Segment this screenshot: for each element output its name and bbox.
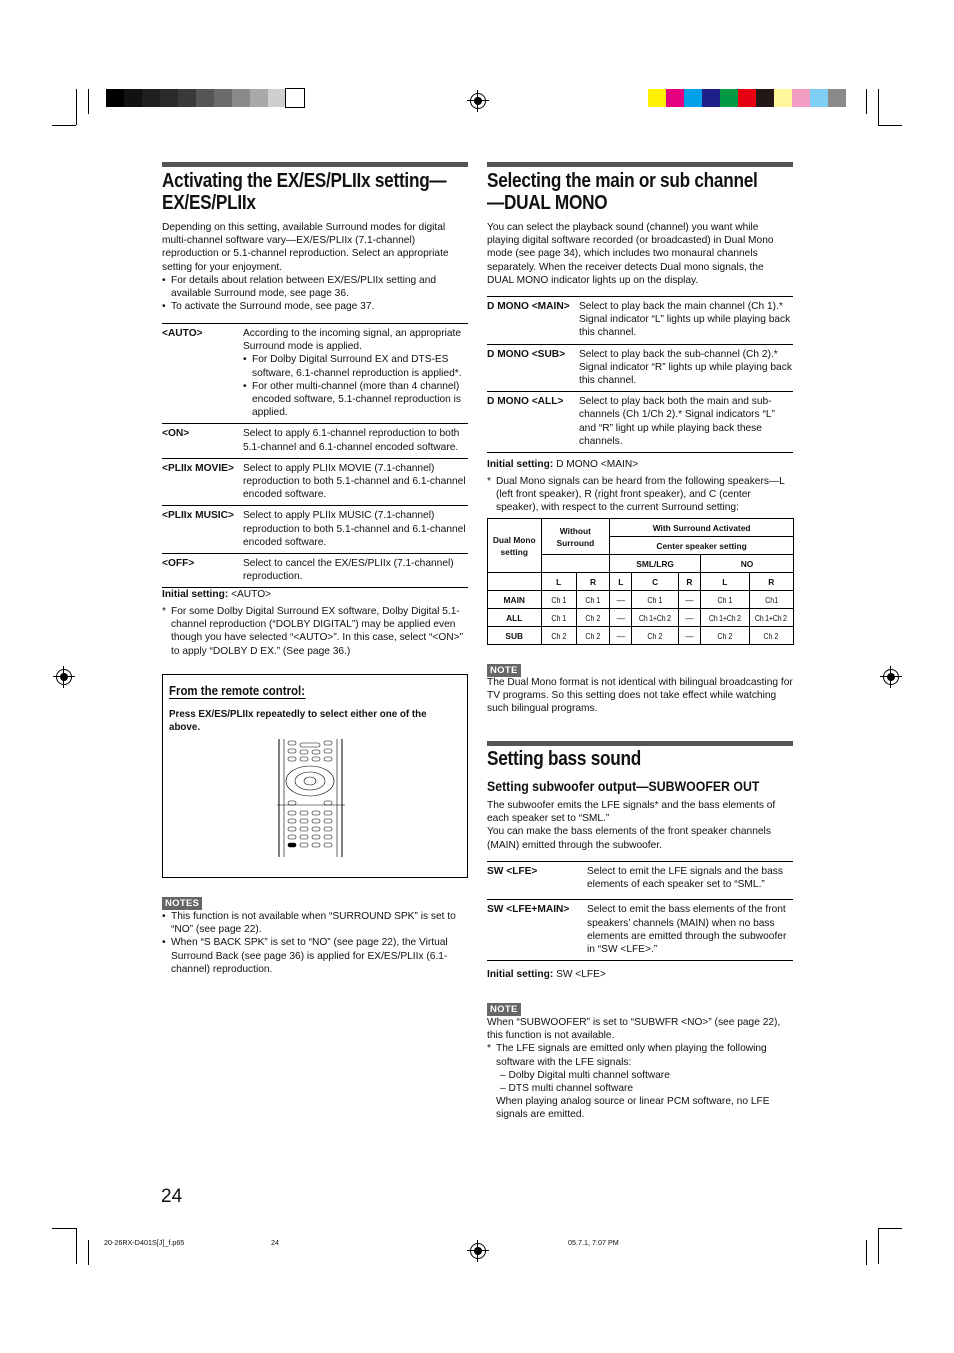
section-title-exes: Activating the EX/ES/PLIIx setting— EX/ES/PLIIx (162, 170, 447, 214)
footer-file: 20-26RX-D401S[J]_f.p65 (104, 1238, 185, 1247)
header-with-surround: With Surround Activated (610, 519, 794, 537)
notes-tag: NOTES (162, 893, 202, 911)
option-pliix-movie: <PLIIx MOVIE> Select to apply PLIIx MOVIE (7.1-channel) reproduction to both 5.1-channel and 6.1-channel encoded software. (162, 458, 468, 506)
remote-control-box (162, 674, 468, 878)
exes-intro: Depending on this setting, available Surround modes for digital multi-channel software vary—EX/ES/PLIIx (7.1-channel) reproduction or 5.1-channel reproduction. Select an appropriate setting for your enjoyment. • For details about relation between EX/ES/PLIIx setting and available Surround mode, see page 36. • To activate the Surround mode, see page 37. (162, 221, 468, 313)
bullet-item: • To activate the Surround mode, see page 37. (171, 300, 468, 313)
option-auto: <AUTO> According to the incoming signal, an appropriate Surround mode is applied. • For Dolby Digital Surround EX and DTS-ES software, 6.1-channel reproduction is applied*. • For other multi-channel (more than 4 channel) encoded software, 5.1-channel reproduction is applied. (162, 323, 468, 423)
color-swatch (648, 89, 666, 107)
dual-mono-initial-setting: Initial setting: D MONO <MAIN> (487, 459, 639, 470)
exes-options-table (162, 323, 468, 588)
registration-mark-right (883, 669, 899, 685)
header-center-speaker: Center speaker setting (610, 537, 794, 555)
option-dmono-sub: D MONO <SUB> Select to play back the sub-channel (Ch 2).* Signal indicator “R” lights up while playing back this channel. (487, 344, 793, 392)
registration-mark-top (470, 93, 486, 109)
section-title-dual-mono: Selecting the main or sub channel —DUAL MONO (487, 170, 758, 214)
dual-mono-note: The Dual Mono format is not identical with bilingual broadcasting for TV programs. So this setting does not take effect while watching such bilingual programs. (487, 677, 793, 715)
notes-list (162, 910, 468, 976)
registration-mark-left (56, 669, 72, 685)
color-swatch (828, 89, 846, 107)
remote-box-title: From the remote control: (169, 683, 306, 698)
option-pliix-music: <PLIIx MUSIC> Select to apply PLIIx MUSIC (7.1-channel) reproduction to both 5.1-channel and 6.1-channel encoded software. (162, 505, 468, 553)
section-bar (162, 162, 468, 167)
note-item: • When “S BACK SPK” is set to “NO” (see page 22), the Virtual Surround Back (see page 36) is applied for EX/ES/PLIIx (6.1-channel) reproduction. (171, 936, 468, 976)
color-swatch (756, 89, 774, 107)
color-swatch (774, 89, 792, 107)
table-row: SUB Ch 2 Ch 2 — Ch 2 — Ch 2 Ch 2 (488, 627, 794, 645)
subwoofer-options-table (487, 861, 793, 961)
dual-mono-intro: You can select the playback sound (channel) you want while playing digital software recorded (or broadcasted) in Dual Mono mode (see page 34), which includes two monaural channels separately. When the receiver detects Dual mono signals, the DUAL MONO indicator lights up on the display. (487, 222, 774, 286)
color-swatch (142, 89, 160, 107)
option-on: <ON> Select to apply 6.1-channel reproduction to both 5.1-channel and 6.1-channel encoded software. (162, 423, 468, 457)
color-swatch (684, 89, 702, 107)
color-swatch (178, 89, 196, 107)
subwoofer-note: When “SUBWOOFER” is set to “SUBWFR <NO>” (see page 22), this function is not available. * The LFE signals are emitted only when playing the following software with the LFE signals: – Dolby Digital multi channel software – DTS multi channel software When playing analog source or linear PCM software, no LFE signals are emitted. (487, 1017, 781, 1121)
exes-footnote: * For some Dolby Digital Surround EX software, Dolby Digital 5.1-channel reproduction (“DOLBY DIGITAL”) may be applied even though you have selected “<AUTO>”. In this case, select “<ON>” to apply “DOLBY D EX.” (See page 36.) (162, 606, 463, 657)
color-swatch (268, 89, 286, 107)
color-swatch (810, 89, 828, 107)
subwoofer-initial-setting: Initial setting: SW <LFE> (487, 969, 606, 980)
option-sw-lfe: SW <LFE> Select to emit the LFE signals and the bass elements of each speaker set to “SML.” (487, 861, 793, 899)
option-off: <OFF> Select to cancel the EX/ES/PLIIx (7.1-channel) reproduction. (162, 553, 468, 588)
registration-mark-bottom (470, 1243, 486, 1259)
subwoofer-intro: The subwoofer emits the LFE signals* and the bass elements of each speaker set to “SML.” You can make the bass elements of the front speaker channels (MAIN) emitted through the subwoofer. (487, 800, 776, 851)
section-bar (487, 162, 793, 167)
remote-control-illustration (276, 739, 346, 859)
dual-mono-options-table (487, 296, 793, 453)
color-swatch (214, 89, 232, 107)
header-without-surround: Without Surround (541, 519, 610, 555)
color-swatch (196, 89, 214, 107)
color-swatch (232, 89, 250, 107)
note-tag: NOTE (487, 999, 521, 1017)
table-row: MAIN Ch 1 Ch 1 — Ch 1 — Ch 1 Ch1 (488, 591, 794, 609)
header-dual-mono-setting: Dual Mono setting (488, 519, 542, 573)
color-swatch (666, 89, 684, 107)
exes-initial-setting: Initial setting: <AUTO> (162, 589, 272, 600)
footer-date: 05.7.1, 7:07 PM (568, 1238, 619, 1247)
page-number: 24 (161, 1186, 183, 1207)
section-bar (487, 741, 793, 746)
dual-mono-footnote: * Dual Mono signals can be heard from the following speakers—L (left front speaker), R (right front speaker), and C (center speaker), with respect to the current Surround setting: (487, 476, 785, 514)
section-title-bass: Setting bass sound (487, 748, 642, 770)
footer-page: 24 (271, 1238, 279, 1247)
dual-mono-speaker-table: Dual Mono setting Without Surround With Surround Activated Center speaker setting SML/LRG NO L R L C R L R MAIN Ch 1 Ch 1 — Ch 1 — Ch 1 Ch1 ALL Ch 1 Ch 2 — Ch 1+Ch 2 — Ch 1+Ch 2 Ch 1+Ch 2 SUB Ch 2 Ch 2 — Ch 2 — Ch 2 Ch 2 (487, 518, 794, 645)
color-swatch (738, 89, 756, 107)
color-swatch (124, 89, 142, 107)
color-swatch (286, 89, 304, 107)
note-item: • This function is not available when “SURROUND SPK” is set to “NO” (see page 22). (171, 910, 468, 936)
table-row: ALL Ch 1 Ch 2 — Ch 1+Ch 2 — Ch 1+Ch 2 Ch 1+Ch 2 (488, 609, 794, 627)
subsection-title-subwoofer: Setting subwoofer output—SUBWOOFER OUT (487, 778, 760, 794)
option-sw-lfe-main: SW <LFE+MAIN> Select to emit the bass elements of the front speakers’ channels (MAIN) when no bass elements are emitted through the subwoofer in “SW <LFE>.” (487, 899, 793, 961)
option-dmono-all: D MONO <ALL> Select to play back both the main and sub-channels (Ch 1/Ch 2).* Signal indicators “L” and “R” light up while playing back these channels. (487, 391, 793, 453)
option-dmono-main: D MONO <MAIN> Select to play back the main channel (Ch 1).* Signal indicator “L” lights up while playing back this channel. (487, 296, 793, 344)
color-swatch (106, 89, 124, 107)
remote-box-text: Press EX/ES/PLIIx repeatedly to select either one of the above. (169, 709, 427, 733)
color-swatch (702, 89, 720, 107)
color-swatch (250, 89, 268, 107)
header-sml-lrg: SML/LRG (610, 555, 701, 573)
color-swatch (792, 89, 810, 107)
header-no: NO (701, 555, 794, 573)
bullet-item: • For details about relation between EX/ES/PLIIx setting and available Surround mode, see page 36. (171, 274, 468, 300)
color-swatch (160, 89, 178, 107)
color-swatch (720, 89, 738, 107)
note-tag: NOTE (487, 660, 521, 678)
